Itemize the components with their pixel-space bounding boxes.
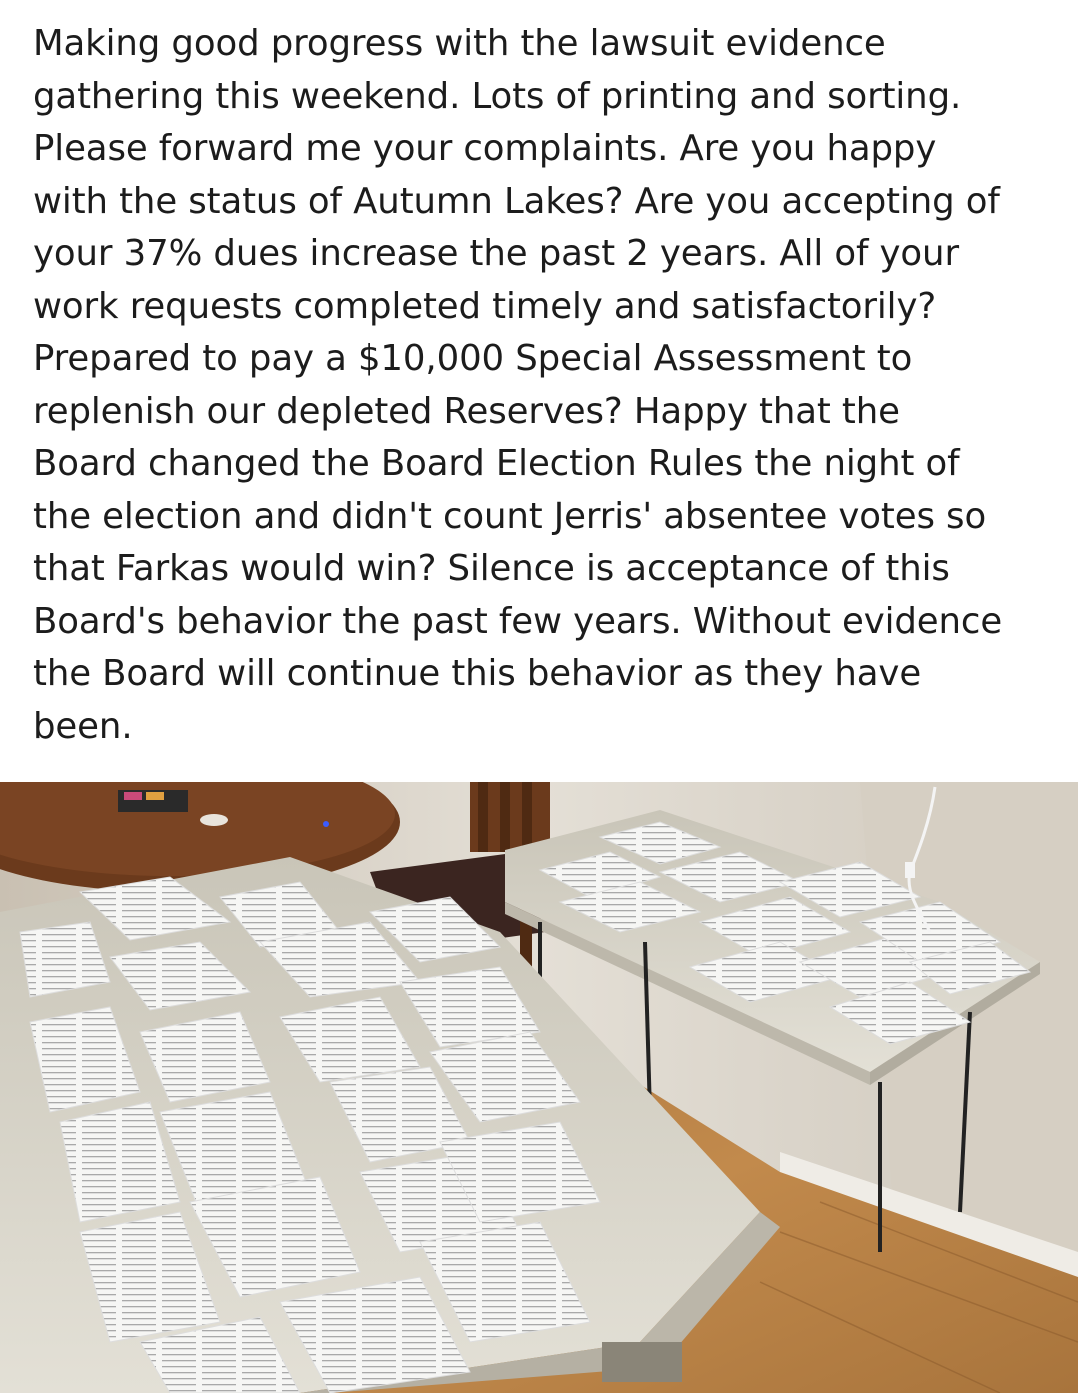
tray-item [124,792,142,800]
plug [905,862,915,878]
blue-light [323,821,329,827]
post-body-text: Making good progress with the lawsuit evidence gathering this weekend. Lots of printing and sorting. Please forward me your complaints. Are you happy with the status of Autumn Lakes? Are you accepting of your 37% dues increase the past 2 years. All of your work requests completed timely and satisfactorily? Prepared to pay a $10,000 Special Assessment to replenish our depleted Reserves? Happy that the Board changed the Board Election Rules the night of the election and didn't count Jerris' absentee votes so that Farkas would win? Silence is acceptance of this Board's behavior the past few years. Without evidence the Board will continue this behavior as they have been. [33,23,1003,747]
small-bowl [200,814,228,826]
tray-item [146,792,164,800]
table-label [602,1342,682,1382]
post-photo[interactable] [0,782,1078,1393]
